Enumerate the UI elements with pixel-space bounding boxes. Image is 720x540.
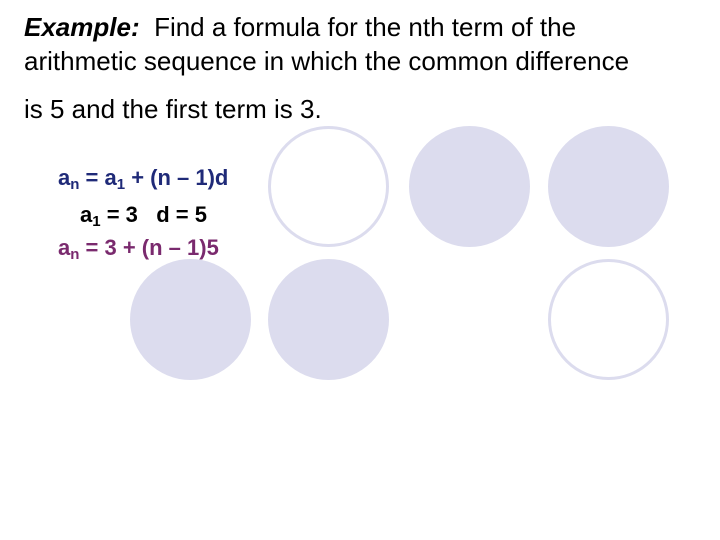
formula-general — [58, 165, 228, 191]
problem-line-1-text: Find a formula for the nth term of the — [154, 12, 577, 42]
formula-substituted — [58, 235, 219, 261]
formula-var: a — [58, 235, 71, 260]
formula-subscript: n — [70, 246, 80, 263]
formula-subscript: 1 — [92, 213, 101, 230]
formula-subscript: 1 — [116, 176, 126, 193]
example-label: Example: — [24, 12, 140, 42]
formula-var: a — [80, 202, 93, 227]
formula-subscript: n — [70, 176, 80, 193]
formula-text: = 3 d = 5 — [100, 202, 207, 227]
problem-line-2: arithmetic sequence in which the common difference — [24, 46, 630, 76]
formula-text: = 3 + (n – 1)5 — [79, 235, 219, 260]
formula-values — [80, 202, 207, 228]
formula-text: + (n – 1)d — [125, 165, 229, 190]
decorative-circle-filled — [268, 259, 389, 380]
formula-var: a — [58, 165, 71, 190]
problem-line-3: is 5 and the first term is 3. — [24, 94, 322, 124]
decorative-circle-filled — [409, 126, 530, 247]
formula-text: = a — [79, 165, 117, 190]
decorative-circle-filled — [130, 259, 251, 380]
decorative-circle-outlined — [548, 259, 669, 380]
problem-line-1 — [24, 10, 704, 44]
decorative-circle-outlined — [268, 126, 389, 247]
problem-statement — [24, 10, 704, 126]
decorative-circle-filled — [548, 126, 669, 247]
